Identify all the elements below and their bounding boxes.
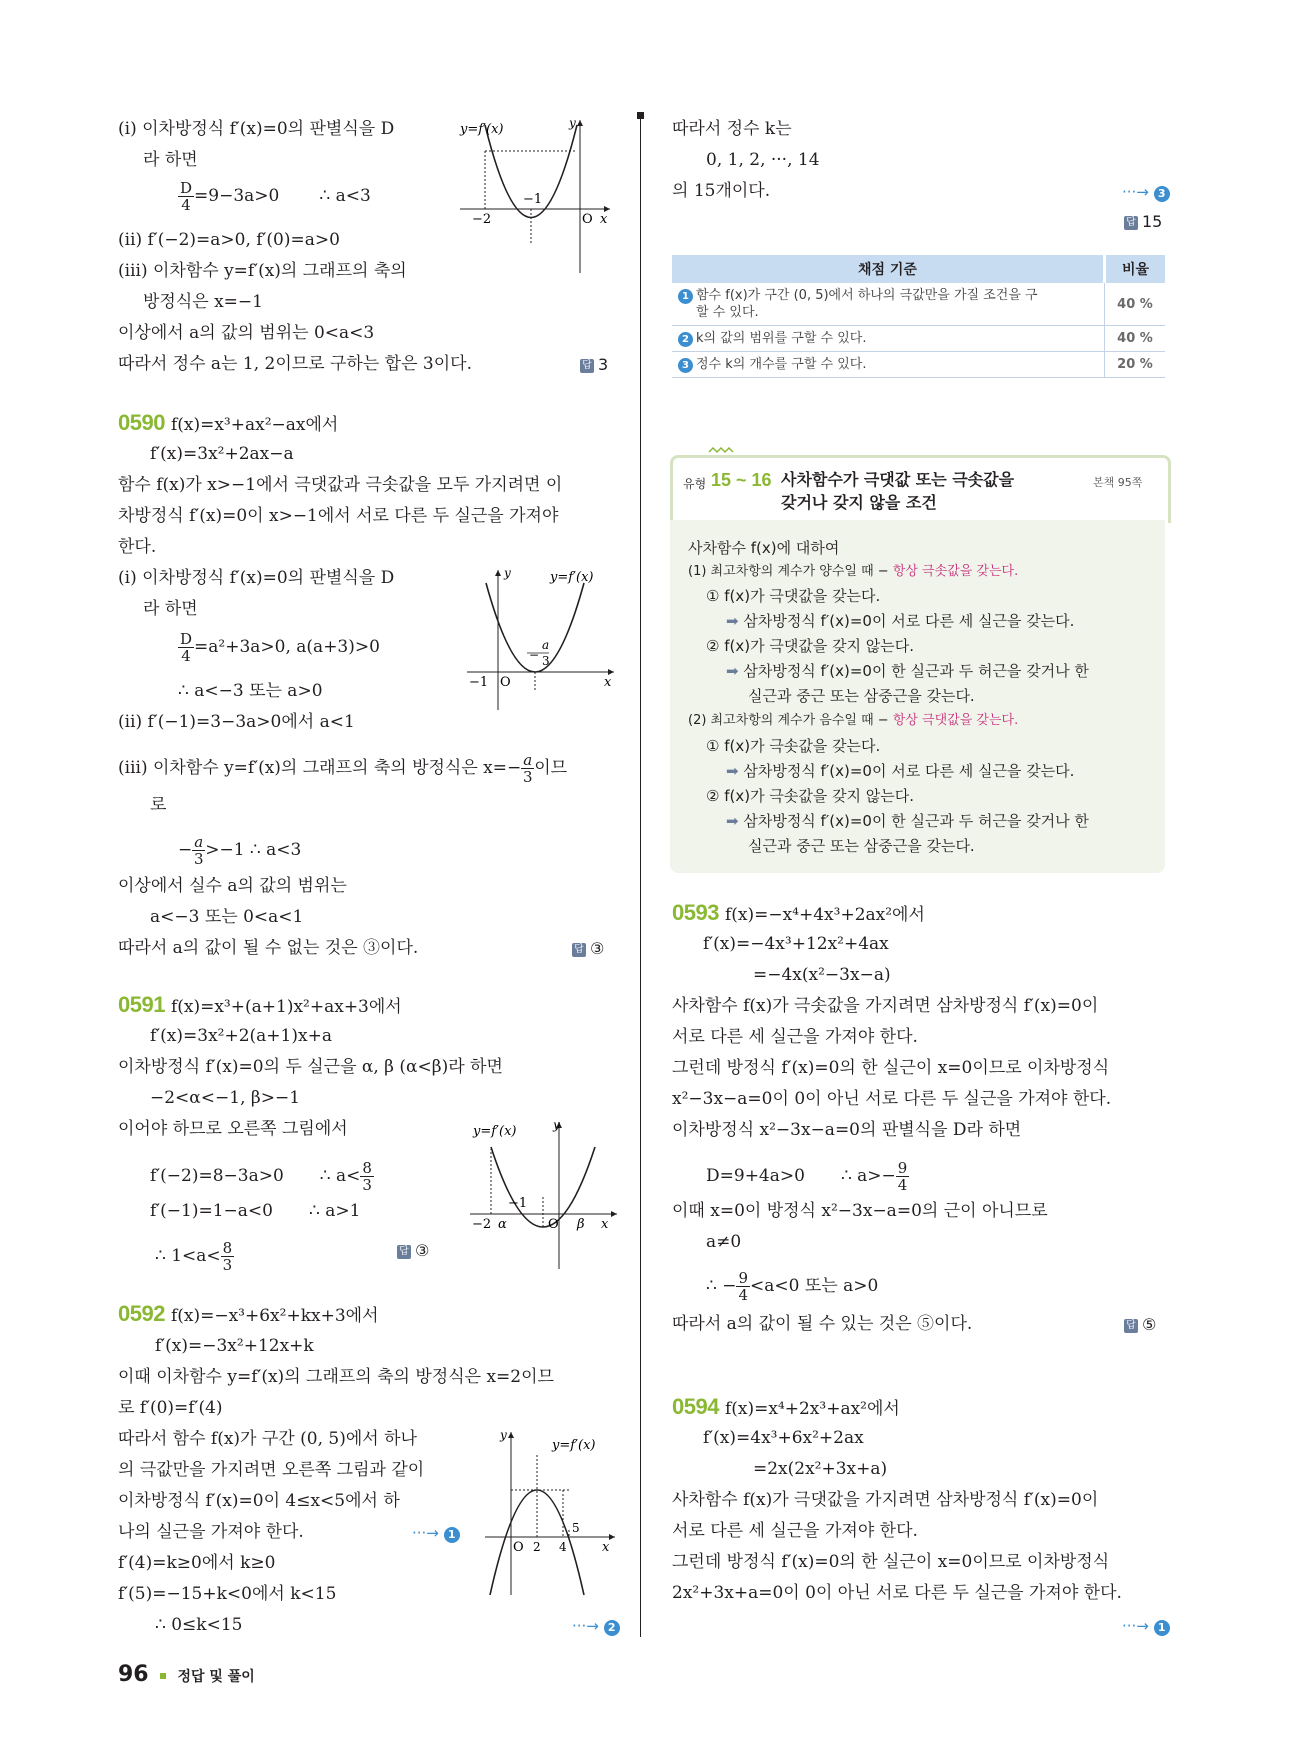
text-line: 따라서 a의 값이 될 수 있는 것은 ⑤이다.	[672, 1314, 973, 1334]
text-line: 서로 다른 세 실근을 가져야 한다.	[672, 1521, 918, 1541]
text-line: 따라서 정수 a는 1, 2이므로 구하는 합은 3이다.	[118, 354, 472, 374]
axis-label-x: x	[600, 212, 608, 227]
text-line: f′(x)=−3x²+12x+k	[155, 1336, 314, 1356]
text-line: f′(4)=k≥0에서 k≥0	[118, 1553, 276, 1573]
text-line: (ⅱ) f′(−2)=a>0, f′(0)=a>0	[118, 230, 340, 250]
step-marker: ···→ 3	[1122, 181, 1170, 203]
text-line: 로 f′(0)=f′(4)	[118, 1398, 223, 1418]
answer-mark: 답 ⑤	[1124, 1314, 1156, 1336]
fraction-expression: − $\frac{a}{3}$ >−1 ∴ a<3	[178, 833, 302, 868]
text-line: f′(x)=−4x³+12x²+4ax	[703, 934, 889, 954]
fraction-expression: ∴ 1<a< $\frac{8}{3}$	[155, 1239, 233, 1274]
type-tag: 유형	[683, 477, 707, 491]
text-line: f′(x)=3x²+2(a+1)x+a	[150, 1026, 332, 1046]
axis-label-y: y	[500, 1428, 507, 1442]
graph-parabola-4	[480, 1427, 620, 1597]
footer-label: 정답 및 풀이	[177, 1669, 255, 1685]
text-line: 의 15개이다.	[672, 181, 771, 201]
table-header: 비율	[1105, 255, 1166, 283]
answer-mark: 답 ③	[572, 938, 604, 960]
text-line: 이때 x=0이 방정식 x²−3x−a=0의 근이 아니므로	[672, 1201, 1048, 1221]
type-box-header	[670, 455, 1171, 523]
axis-label-y: y	[553, 1118, 560, 1132]
answer-mark: 답 15	[1124, 211, 1162, 233]
page-number: 96	[118, 1662, 149, 1687]
fraction-expression: $\frac{D}{4}$ =9−3a>0 ∴ a<3	[180, 179, 371, 214]
problem-number: 0590	[118, 410, 165, 435]
answer-mark: 답 3	[580, 354, 608, 376]
text-line: 함수 f(x)가 x>−1에서 극댓값과 극솟값을 모두 가지려면 이	[118, 475, 563, 495]
text-line: 따라서 정수 k는	[672, 119, 792, 139]
text-line: 라 하면	[143, 150, 198, 170]
step-marker: ···→ 1	[1122, 1615, 1170, 1637]
text-line: ① f(x)가 극솟값을 갖는다.	[706, 737, 881, 755]
tick-label: −1	[523, 192, 543, 207]
text-line: ➡ 삼차방정식 f′(x)=0이 한 실근과 두 허근을 갖거나 한	[726, 662, 1089, 680]
text-line: 그런데 방정식 f′(x)=0의 한 실근이 x=0이므로 이차방정식	[672, 1058, 1110, 1078]
text-line: (ⅱ) f′(−1)=3−3a>0에서 a<1	[118, 712, 355, 732]
text-line: 실근과 중근 또는 삼중근을 갖는다.	[748, 687, 975, 705]
axis-label-x: x	[604, 675, 612, 690]
text-line: 이차방정식 f′(x)=0의 두 실근을 α, β (α<β)라 하면	[118, 1057, 503, 1077]
text-line: 사차함수 f(x)에 대하여	[688, 539, 840, 557]
text-line: 이차방정식 f′(x)=0이 4≤x<5에서 하	[118, 1491, 400, 1511]
problem-number: 0591	[118, 992, 165, 1017]
root-label: α	[498, 1217, 507, 1232]
table-row: 3 정수 k의 개수를 구할 수 있다. 20 %	[672, 352, 1165, 378]
problem-number: 0593	[672, 900, 719, 925]
text-line: (ⅲ) 이차함수 y=f′(x)의 그래프의 축의	[118, 261, 407, 281]
axis-label-y: y	[504, 566, 511, 580]
graph-label: y=f′(x)	[460, 122, 504, 137]
table-row: 2 k의 값의 범위를 구할 수 있다. 40 %	[672, 326, 1165, 352]
text-line: 따라서 a의 값이 될 수 없는 것은 ③이다.	[118, 938, 419, 958]
page-footer	[118, 1662, 255, 1687]
answer-mark: 답 ③	[397, 1240, 429, 1262]
problem-heading: 0593 f(x)=−x⁴+4x³+2ax²에서	[672, 900, 925, 925]
text-line: 따라서 함수 f(x)가 구간 (0, 5)에서 하나	[118, 1429, 417, 1449]
origin-label: O	[548, 1217, 559, 1232]
text-line: ∴ a<−3 또는 a>0	[178, 681, 323, 701]
text-line: 사차함수 f(x)가 극댓값을 가지려면 삼차방정식 f′(x)=0이	[672, 1490, 1099, 1510]
tick-label: 5	[572, 1521, 580, 1535]
graph-parabola-1	[455, 115, 615, 275]
tick-label: −2	[472, 1217, 492, 1232]
text-line: ➡ 삼차방정식 f′(x)=0이 한 실근과 두 허근을 갖거나 한	[726, 812, 1089, 830]
step-marker: ···→ 1	[412, 1522, 460, 1544]
axis-label-x: x	[602, 1540, 610, 1555]
graph-label: y=f′(x)	[552, 1438, 596, 1453]
tick-label: 4	[559, 1540, 567, 1554]
graph-label: y=f′(x)	[473, 1124, 517, 1139]
text-line: ∴ 0≤k<15	[155, 1615, 243, 1635]
problem-number: 0592	[118, 1301, 165, 1326]
problem-heading: 0592 f(x)=−x³+6x²+kx+3에서	[118, 1301, 379, 1326]
text-line: 나의 실근을 가져야 한다.	[118, 1522, 304, 1542]
column-divider	[640, 112, 641, 1637]
graph-parabola-2	[462, 565, 622, 715]
fraction-expression: D=9+4a>0 ∴ a>− $\frac{9}{4}$	[706, 1159, 908, 1194]
tick-label: −1	[469, 675, 489, 690]
problem-heading: 0590 f(x)=x³+ax²−ax에서	[118, 410, 339, 435]
graph-label: y=f′(x)	[550, 570, 594, 585]
text-line: 라 하면	[143, 599, 198, 619]
text-line: (ⅰ) 이차방정식 f′(x)=0의 판별식을 D	[118, 568, 395, 588]
axis-label-x: x	[601, 1217, 609, 1232]
tick-label: a	[542, 638, 550, 652]
text-line: 이상에서 a의 값의 범위는 0<a<3	[118, 323, 375, 343]
text-line: 방정식은 x=−1	[143, 292, 263, 312]
text-line: ② f(x)가 극솟값을 갖지 않는다.	[706, 787, 915, 805]
text-line: 의 극값만을 가지려면 오른쪽 그림과 같이	[118, 1460, 425, 1480]
origin-label: O	[500, 675, 511, 690]
text-line: f′(x)=3x²+2ax−a	[150, 444, 294, 464]
type-title: 갖거나 갖지 않을 조건	[781, 493, 937, 512]
problem-heading: 0594 f(x)=x⁴+2x³+ax²에서	[672, 1394, 900, 1419]
text-line: =−4x(x²−3x−a)	[753, 965, 891, 985]
text-line: −2<α<−1, β>−1	[150, 1088, 301, 1108]
table-header: 채점 기준	[672, 255, 1105, 283]
text-line: a<−3 또는 0<a<1	[150, 907, 304, 927]
fraction-expression: $\frac{D}{4}$ =a²+3a>0, a(a+3)>0	[180, 630, 380, 665]
book-reference: 본책 95쪽	[1093, 476, 1143, 489]
origin-label: O	[513, 1540, 524, 1555]
text-line: 이차방정식 x²−3x−a=0의 판별식을 D라 하면	[672, 1120, 1022, 1140]
text-line: 이어야 하므로 오른쪽 그림에서	[118, 1119, 348, 1139]
text-line: (1) 최고차항의 계수가 양수일 때 − 항상 극솟값을 갖는다.	[688, 564, 1019, 579]
step-marker: ···→ 2	[572, 1615, 620, 1637]
text-line: ① f(x)가 극댓값을 갖는다.	[706, 587, 881, 605]
text-line: 그런데 방정식 f′(x)=0의 한 실근이 x=0이므로 이차방정식	[672, 1552, 1110, 1572]
svg-text:−: −	[529, 648, 540, 662]
footer-bullet	[160, 1673, 166, 1679]
text-line: x²−3x−a=0이 0이 아닌 서로 다른 두 실근을 가져야 한다.	[672, 1089, 1112, 1109]
fraction-expression: (ⅲ) 이차함수 y=f′(x)의 그래프의 축의 방정식은 x=− $\frac{a}{3}$ 이므	[118, 751, 568, 786]
text-line: 로	[150, 795, 167, 815]
origin-label: O	[582, 212, 593, 227]
fraction-expression: ∴ − $\frac{9}{4}$ <a<0 또는 a>0	[706, 1269, 879, 1304]
text-line: ➡ 삼차방정식 f′(x)=0이 서로 다른 세 실근을 갖는다.	[726, 612, 1075, 630]
text-line: 이때 이차함수 y=f′(x)의 그래프의 축의 방정식은 x=2이므	[118, 1367, 554, 1387]
text-line: 한다.	[118, 537, 157, 557]
tick-label: −2	[472, 212, 492, 227]
type-box-body	[670, 520, 1165, 873]
text-line: 차방정식 f′(x)=0이 x>−1에서 서로 다른 두 실근을 가져야	[118, 506, 559, 526]
problem-heading: 0591 f(x)=x³+(a+1)x²+ax+3에서	[118, 992, 402, 1017]
tick-label: 2	[533, 1540, 541, 1554]
text-line: =2x(2x²+3x+a)	[753, 1459, 888, 1479]
problem-number: 0594	[672, 1394, 719, 1419]
text-line: f′(−1)=1−a<0 ∴ a>1	[150, 1201, 361, 1221]
text-line: 이상에서 실수 a의 값의 범위는	[118, 876, 347, 896]
text-line: ② f(x)가 극댓값을 갖지 않는다.	[706, 637, 915, 655]
text-line: 0, 1, 2, ···, 14	[706, 150, 820, 170]
type-title: 사차함수가 극댓값 또는 극솟값을	[781, 470, 1015, 489]
type-numbers: 15 ~ 16	[711, 470, 772, 490]
fraction-expression: f′(−2)=8−3a>0 ∴ a< $\frac{8}{3}$	[150, 1159, 372, 1194]
tick-label: −1	[508, 1196, 528, 1211]
axis-label-y: y	[569, 116, 576, 130]
tick-label: 3	[542, 654, 550, 668]
text-line: a≠0	[706, 1232, 742, 1252]
root-label: β	[577, 1217, 585, 1232]
table-row: 1 함수 f(x)가 구간 (0, 5)에서 하나의 극값만을 가질 조건을 구 할 수 있다. 40 %	[672, 283, 1165, 326]
text-line: 2x²+3x+a=0이 0이 아닌 서로 다른 두 실근을 가져야 한다.	[672, 1583, 1122, 1603]
text-line: (2) 최고차항의 계수가 음수일 때 − 항상 극댓값을 갖는다.	[688, 713, 1019, 728]
text-line: 서로 다른 세 실근을 가져야 한다.	[672, 1027, 918, 1047]
grading-table	[672, 255, 1165, 378]
text-line: 실근과 중근 또는 삼중근을 갖는다.	[748, 837, 975, 855]
graph-parabola-3	[465, 1117, 625, 1272]
text-line: f′(5)=−15+k<0에서 k<15	[118, 1584, 337, 1604]
text-line: f′(x)=4x³+6x²+2ax	[703, 1428, 864, 1448]
text-line: (ⅰ) 이차방정식 f′(x)=0의 판별식을 D	[118, 119, 395, 139]
text-line: ➡ 삼차방정식 f′(x)=0이 서로 다른 세 실근을 갖는다.	[726, 762, 1075, 780]
text-line: 사차함수 f(x)가 극솟값을 가지려면 삼차방정식 f′(x)=0이	[672, 996, 1099, 1016]
